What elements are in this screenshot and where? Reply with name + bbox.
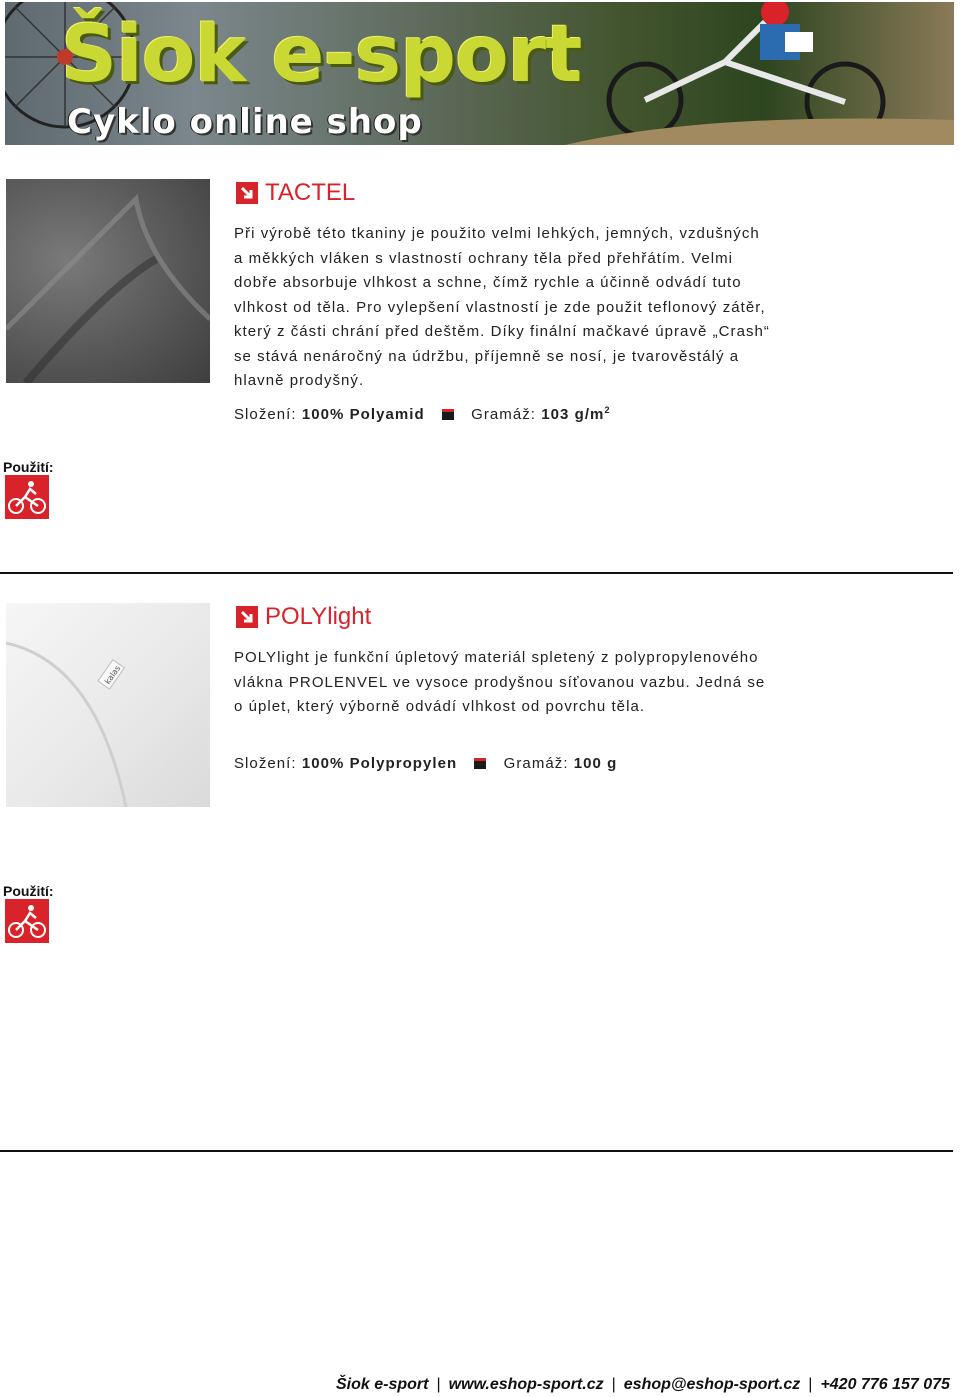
composition-label: Složení: xyxy=(234,406,297,423)
bullet-icon xyxy=(442,409,454,420)
composition-value: 100% Polypropylen xyxy=(301,755,458,772)
header-banner xyxy=(5,2,954,145)
product-title: POLYlight xyxy=(265,603,372,630)
arrow-down-right-icon xyxy=(236,182,258,204)
polylight-fabric-swatch xyxy=(6,603,210,807)
footer-company: Šiok e-sport xyxy=(336,1376,429,1393)
usage-label: Použití: xyxy=(3,459,54,475)
product-description: POLYlight je funkční úpletový materiál spletený z polypropylenového vlákna PROLENVEL ve vysoce prodyšnou síťovanou vazbu. Jedná se o úplet, který výborně odvádí vlhkost od povrchu těla. xyxy=(234,649,766,715)
cycling-icon xyxy=(5,475,49,519)
product-title: TACTEL xyxy=(265,179,356,206)
brand-subtitle: Cyklo online shop xyxy=(67,102,423,142)
product-specs xyxy=(234,755,617,772)
product-heading xyxy=(236,179,355,207)
weight-value: 103 $g/m^2$ xyxy=(541,405,611,423)
footer-website-link[interactable]: www.eshop-sport.cz xyxy=(448,1376,604,1393)
footer-contact: Šiok e-sport | www.eshop-sport.cz | eshop@eshop-sport.cz | +420 776 157 075 xyxy=(336,1376,950,1393)
composition-label: Složení: xyxy=(234,755,297,772)
bullet-icon xyxy=(474,758,486,769)
weight-value: 100 g xyxy=(573,755,618,772)
footer-phone: +420 776 157 075 xyxy=(820,1376,950,1393)
section-divider xyxy=(0,572,953,574)
composition-value: 100% Polyamid xyxy=(301,406,425,423)
product-heading xyxy=(236,603,371,631)
swatch-tag-text: kalas xyxy=(102,663,123,686)
cycling-icon xyxy=(5,899,49,943)
weight-label: Gramáž: xyxy=(471,406,537,423)
product-description: Při výrobě této tkaniny je použito velmi lehkých, jemných, vzdušných a měkkých vláken s vlastností ochrany těla před přehřátím. Velmi dobře absorbuje vlhkost a schne, čímž rychle a účinně odvádí tuto vlhkost od těla. Pro vylepšení vlastností je zde použit teflonový zátěr, který z části chrání před deštěm. Díky finální mačkavé úpravě „Crash“ se stává nenáročný na údržbu, příjemně se nosí, je tvarověstálý a hlavně prodyšný. xyxy=(234,225,770,389)
usage-label: Použití: xyxy=(3,883,54,899)
weight-label: Gramáž: xyxy=(503,755,569,772)
brand-title: Šiok e-sport xyxy=(61,10,582,100)
arrow-down-right-icon xyxy=(236,606,258,628)
tactel-fabric-swatch xyxy=(6,179,210,383)
footer-email-link[interactable]: eshop@eshop-sport.cz xyxy=(623,1376,801,1393)
product-specs xyxy=(234,405,611,423)
section-divider xyxy=(0,1150,953,1152)
